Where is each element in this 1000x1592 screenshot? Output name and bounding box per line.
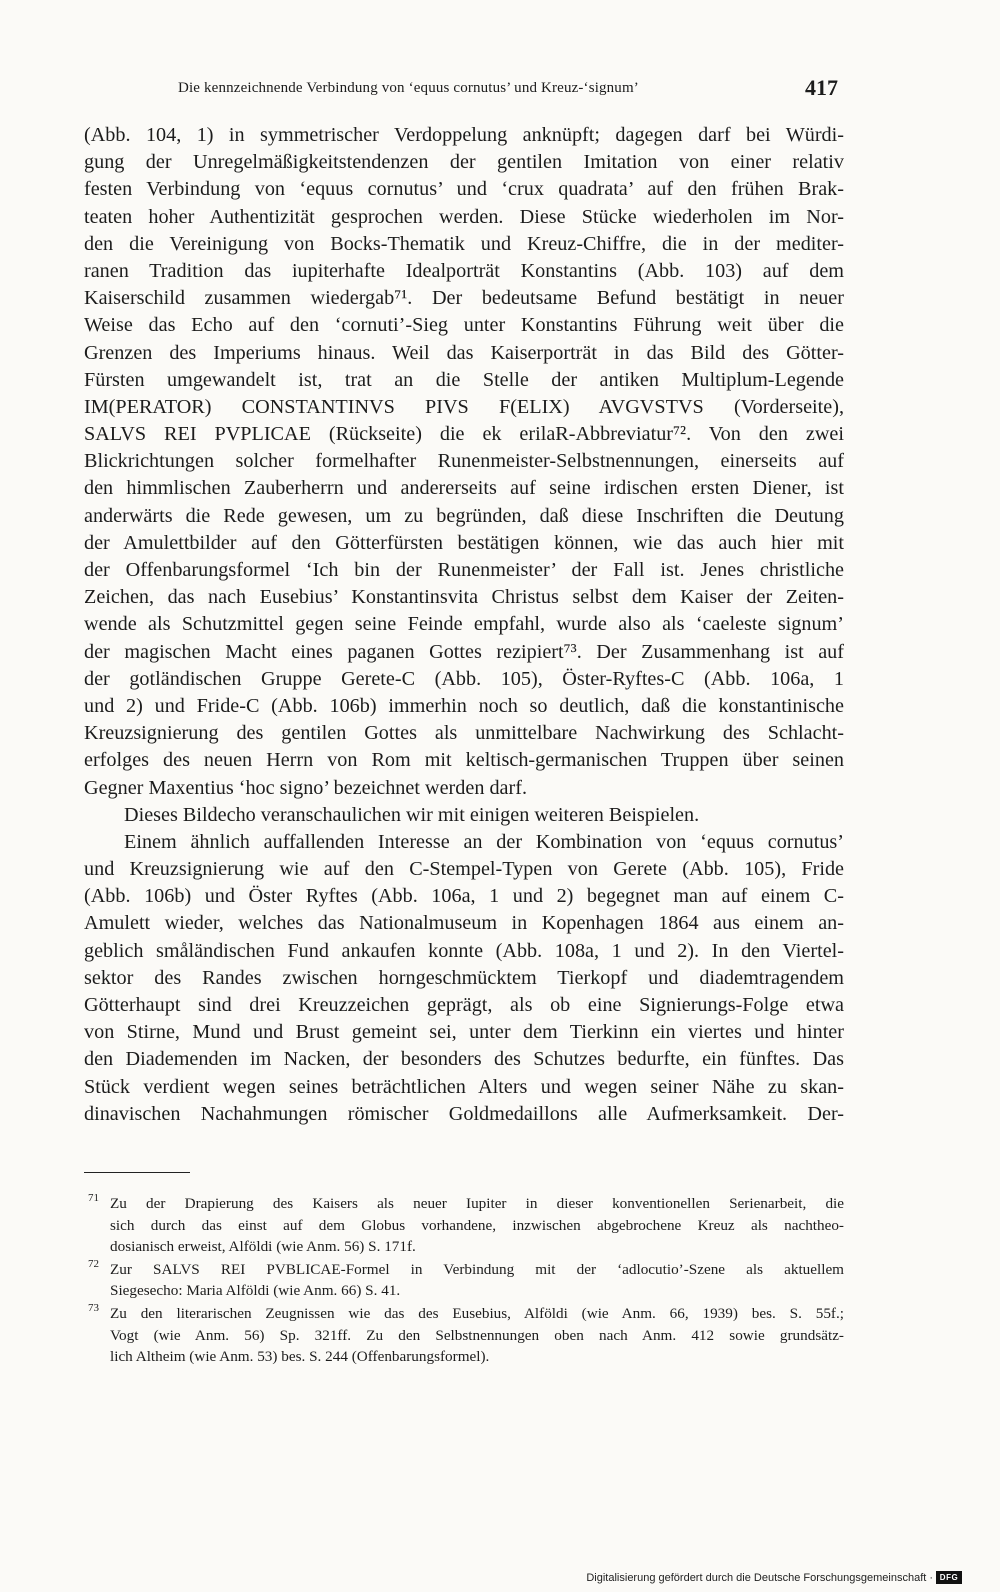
footnote-line: Siegesecho: Maria Alföldi (wie Anm. 66) S. 41. bbox=[110, 1282, 401, 1300]
footnote-number: 73 bbox=[88, 1301, 99, 1314]
text-line: Einem ähnlich auffallenden Interesse an der Kombination von ‘equus cornutus’ bbox=[124, 830, 844, 853]
text-line: Grenzen des Imperiums hinaus. Weil das Kaiserporträt in das Bild des Götter- bbox=[84, 341, 844, 364]
text-line: gung der Unregelmäßigkeitstendenzen der gentilen Imitation von einer relativ bbox=[84, 151, 844, 174]
text-line: Dieses Bildecho veranschaulichen wir mit einigen weiteren Beispielen. bbox=[124, 803, 700, 826]
text-line: teaten hoher Authentizität gesprochen werden. Diese Stücke wiederholen im Nor- bbox=[84, 205, 844, 228]
text-line: anderwärts die Rede gewesen, um zu begründen, daß diese Inschriften die Deutung bbox=[84, 504, 844, 527]
footnote-line: sich durch das einst auf dem Globus vorhandene, inzwischen abgebrochene Kreuz als nachtheo- bbox=[110, 1216, 844, 1234]
text-line: Zeichen, das nach Eusebius’ Konstantinsvita Christus selbst dem Kaiser der Zeiten- bbox=[84, 586, 844, 609]
text-line: den Diademenden im Nacken, der besonders des Schutzes bedurfte, ein fünftes. Das bbox=[84, 1048, 844, 1071]
text-line: Stück verdient wegen seines beträchtlichen Alters und wegen seiner Nähe zu skan- bbox=[84, 1075, 844, 1098]
text-line: dinavischen Nachahmungen römischer Goldmedaillons alle Aufmerksamkeit. Der- bbox=[84, 1102, 844, 1125]
text-line: Fürsten umgewandelt ist, trat an die Stelle der antiken Multiplum-Legende bbox=[84, 368, 844, 391]
footnote-line: Zu den literarischen Zeugnissen wie das des Eusebius, Alföldi (wie Anm. 66, 1939) bes. S. 55f.; bbox=[110, 1304, 844, 1322]
text-line: der gotländischen Gruppe Gerete-C (Abb. 105), Öster-Ryftes-C (Abb. 106a, 1 bbox=[84, 667, 844, 690]
dfg-logo-icon: DFG bbox=[936, 1571, 962, 1584]
footnote-line: Vogt (wie Anm. 56) Sp. 321ff. Zu den Selbstnennungen oben nach Anm. 412 sowie grundsätz- bbox=[110, 1326, 844, 1344]
text-line: Kreuzsignierung des gentilen Gottes als unmittelbare Nachwirkung des Schlacht- bbox=[84, 722, 844, 745]
text-line: Götterhaupt sind drei Kreuzzeichen geprägt, als ob eine Signierungs-Folge etwa bbox=[84, 994, 844, 1016]
footnote-71 bbox=[84, 1193, 844, 1258]
text-line: Weise das Echo auf den ‘cornuti’-Sieg unter Konstantins Führung weit über die bbox=[84, 314, 844, 337]
text-line: sektor des Randes zwischen horngeschmücktem Tierkopf und diademtragendem bbox=[84, 966, 844, 989]
text-line: den himmlischen Zauberherrn und andererseits auf seine irdischen ersten Diener, ist bbox=[84, 477, 844, 500]
footnote-number: 72 bbox=[88, 1257, 99, 1270]
text-line: Amulett wieder, welches das Nationalmuseum in Kopenhagen 1864 aus einem an- bbox=[84, 912, 844, 935]
text-line: erfolges des neuen Herrn von Rom mit keltisch-germanischen Truppen über seinen bbox=[84, 749, 844, 772]
footnote-72 bbox=[84, 1259, 844, 1302]
footnote-line: dosianisch erweist, Alföldi (wie Anm. 56) S. 171f. bbox=[110, 1238, 416, 1256]
text-line: den die Vereinigung von Bocks-Thematik und Kreuz-Chiffre, die in der mediter- bbox=[84, 232, 844, 255]
footnote-divider bbox=[84, 1172, 190, 1173]
digitization-credit: Digitalisierung gefördert durch die Deutsche Forschungsgemeinschaft · DFG bbox=[586, 1571, 962, 1584]
text-line: der Amulettbilder auf den Götterfürsten bestätigen können, wie das auch hier mit bbox=[84, 531, 844, 554]
text-line: ranen Tradition das iupiterhafte Idealporträt Konstantins (Abb. 103) auf dem bbox=[84, 259, 844, 282]
text-line: von Stirne, Mund und Brust gemeint sei, unter dem Tierkinn ein viertes und hinter bbox=[84, 1021, 844, 1044]
text-line: und 2) und Fride-C (Abb. 106b) immerhin noch so deutlich, daß die konstantinische bbox=[84, 694, 844, 717]
text-line: (Abb. 106b) und Öster Ryftes (Abb. 106a, 1 und 2) begegnet man auf einem C- bbox=[84, 885, 844, 908]
text-line: geblich småländischen Fund ankaufen konnte (Abb. 108a, 1 und 2). In den Viertel- bbox=[84, 939, 844, 962]
credit-text: Digitalisierung gefördert durch die Deutsche Forschungsgemeinschaft bbox=[586, 1571, 927, 1584]
text-line: Gegner Maxentius ‘hoc signo’ bezeichnet werden darf. bbox=[84, 776, 528, 799]
footnote-73 bbox=[84, 1303, 844, 1368]
text-line: und Kreuzsignierung wie auf den C-Stempel-Typen von Gerete (Abb. 105), Fride bbox=[84, 858, 844, 881]
page-number: 417 bbox=[805, 75, 838, 100]
running-title: Die kennzeichnende Verbindung von ‘equus cornutus’ und Kreuz-‘signum’ bbox=[178, 80, 639, 96]
text-line: IM(PERATOR) CONSTANTINVS PIVS F(ELIX) AVGVSTVS (Vorderseite), bbox=[84, 395, 844, 418]
footnote-line: Zur SALVS REI PVBLICAE-Formel in Verbindung mit der ‘adlocutio’-Szene als aktuellem bbox=[110, 1260, 844, 1278]
main-text bbox=[84, 122, 844, 1128]
footnotes bbox=[84, 1193, 844, 1369]
text-line: (Abb. 104, 1) in symmetrischer Verdoppelung anknüpft; dagegen darf bei Würdi- bbox=[84, 124, 844, 146]
footnote-line: Zu der Drapierung des Kaisers als neuer Iupiter in dieser konventionellen Serienarbeit, die bbox=[110, 1195, 844, 1212]
text-line: SALVS REI PVPLICAE (Rückseite) die ek erilaR-Abbreviatur⁷². Von den zwei bbox=[84, 423, 844, 446]
text-line: wende als Schutzmittel gegen seine Feinde empfahl, wurde also als ‘caeleste signum’ bbox=[84, 613, 844, 636]
text-line: festen Verbindung von ‘equus cornutus’ und ‘crux quadrata’ auf den frühen Brak- bbox=[84, 178, 844, 201]
text-line: der magischen Macht eines paganen Gottes rezipiert⁷³. Der Zusammenhang ist auf bbox=[84, 640, 844, 663]
footnote-line: lich Altheim (wie Anm. 53) bes. S. 244 (Offenbarungsformel). bbox=[110, 1348, 490, 1366]
running-header bbox=[84, 75, 844, 110]
footnote-number: 71 bbox=[88, 1192, 99, 1204]
text-line: Kaiserschild zusammen wiedergab⁷¹. Der bedeutsame Befund bestätigt in neuer bbox=[84, 287, 844, 310]
text-line: Blickrichtungen solcher formelhafter Runenmeister-Selbstnennungen, einerseits auf bbox=[84, 450, 844, 473]
text-line: der Offenbarungsformel ‘Ich bin der Runenmeister’ der Fall ist. Jenes christliche bbox=[84, 559, 844, 581]
